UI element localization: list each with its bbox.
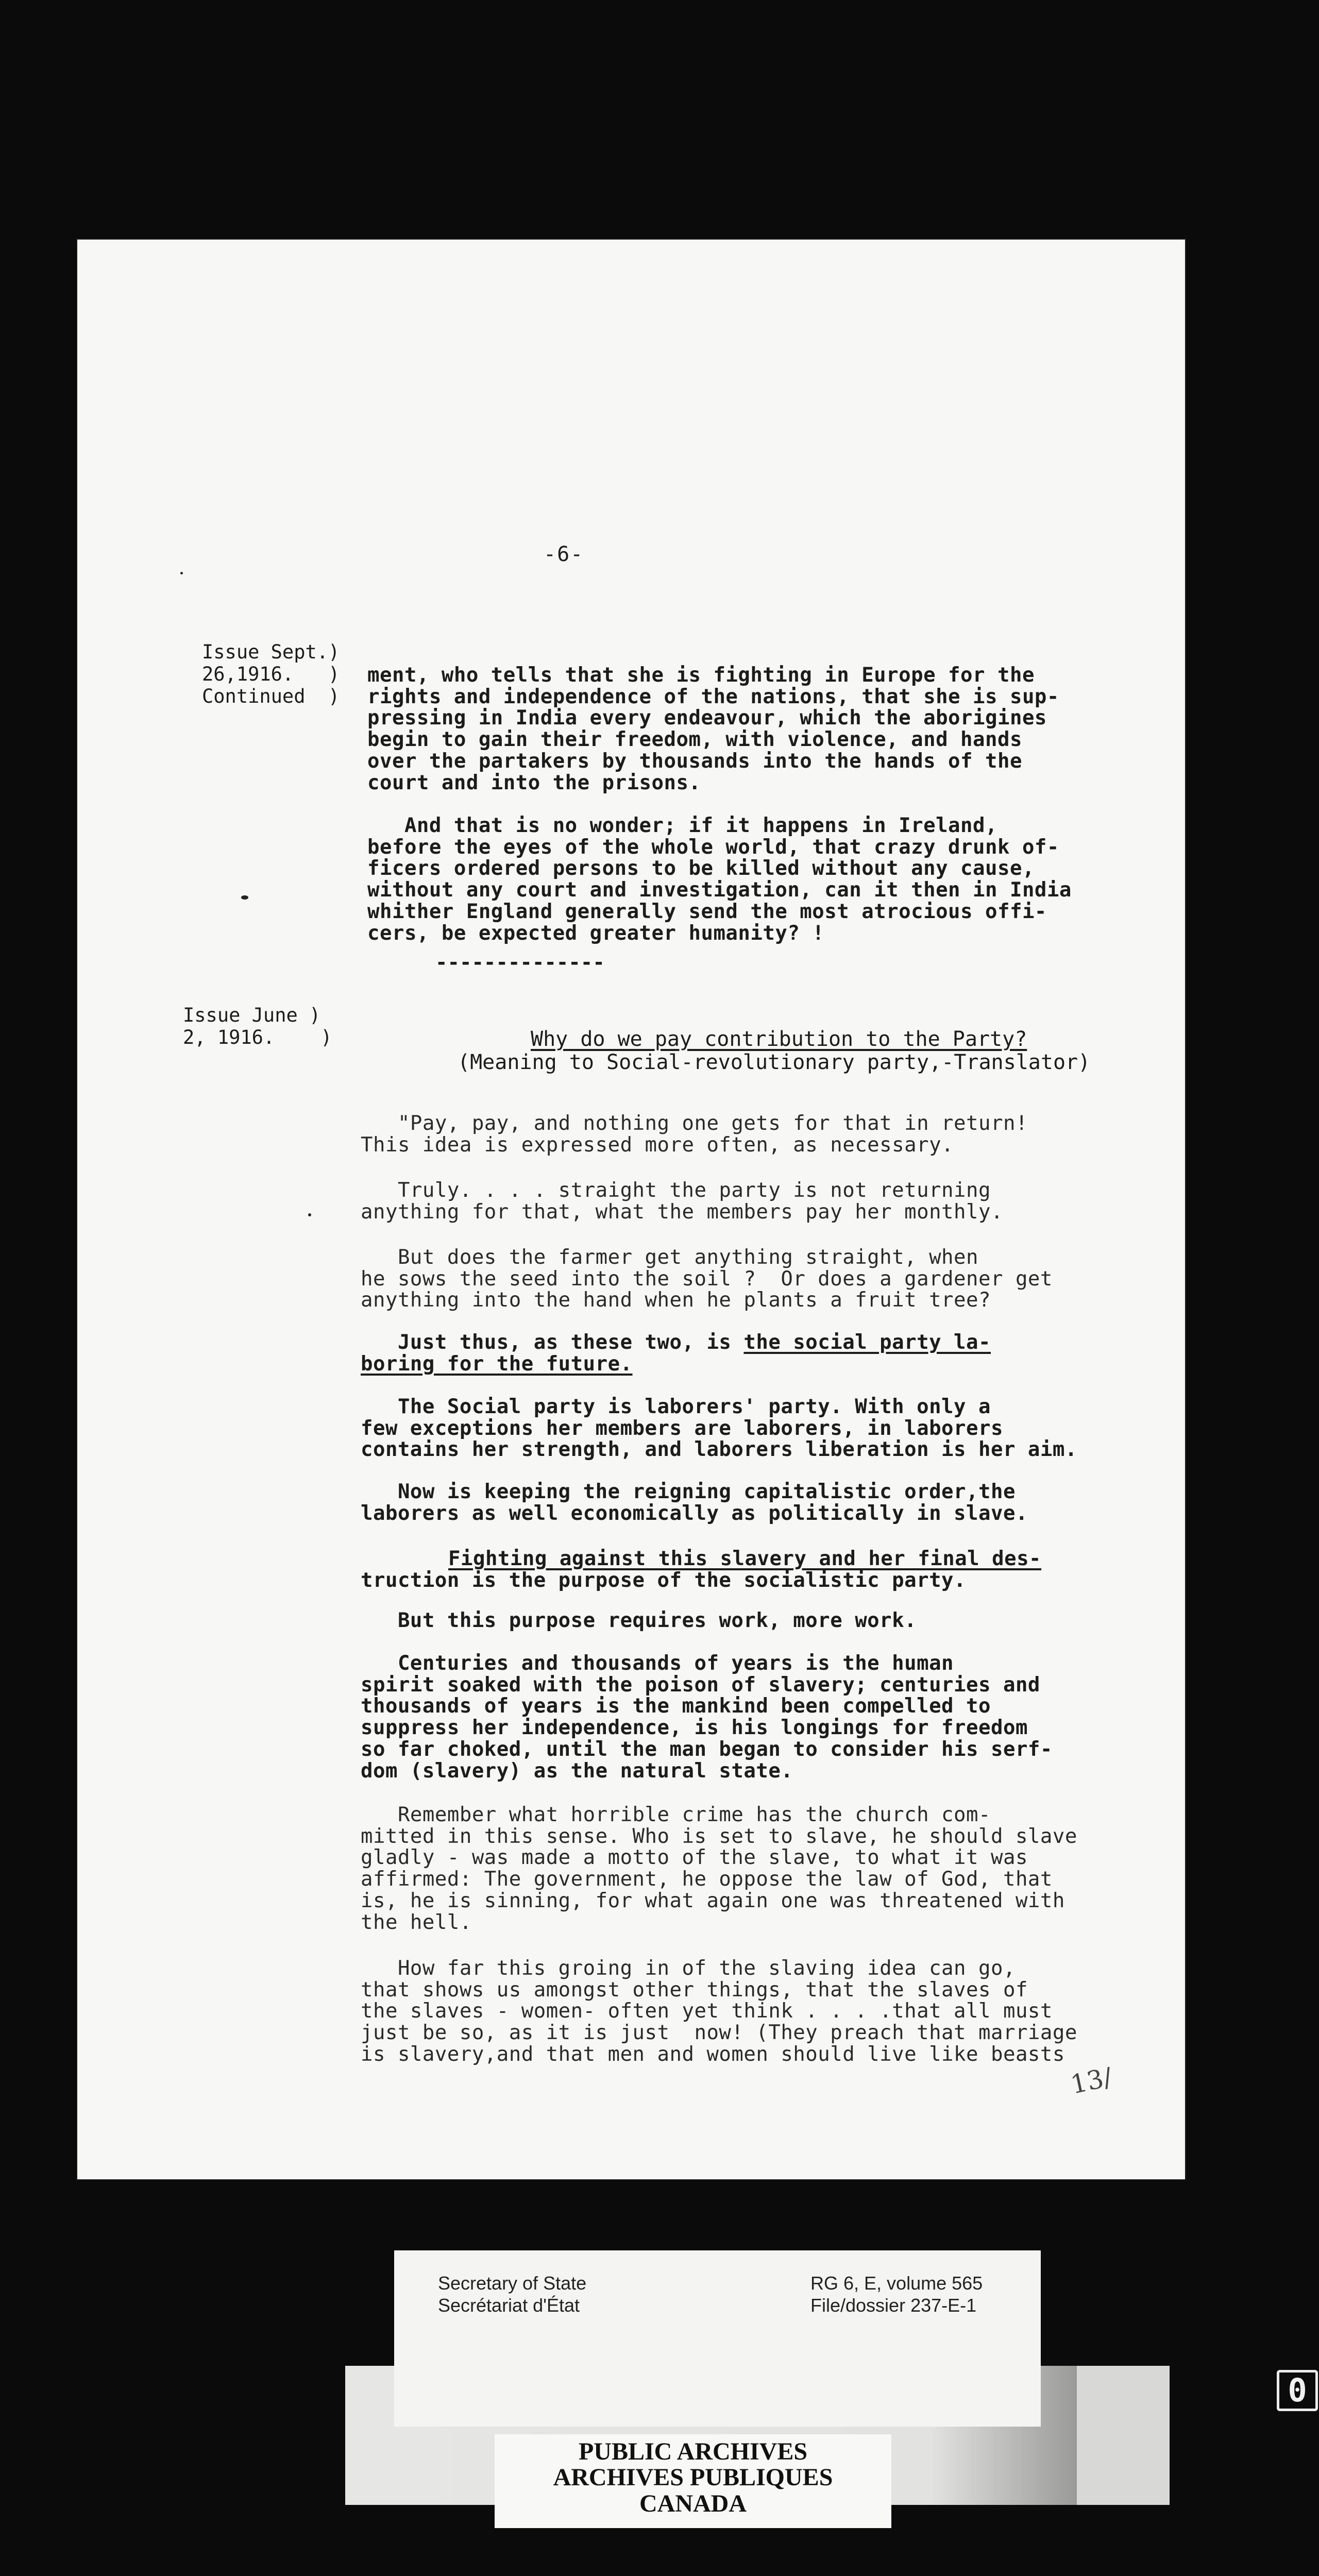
ink-speck [241, 895, 248, 900]
handwritten-folio-mark: 13/ [1068, 2062, 1115, 2100]
article-paragraph-4: Just thus, as these two, is the social party la- boring for the future. [361, 1331, 991, 1376]
article-subtitle: (Meaning to Social-revolutionary party,-Translator) [458, 1050, 1091, 1074]
article-title: Why do we pay contribution to the Party? [531, 1027, 1027, 1051]
article-paragraph-11: How far this groing in of the slaving idea can go, that shows us amongst other things, that the slaves of the slaves - women- often yet think . . . .that all must just be so, as it is just now! (They preach that marriage is slavery,and that men and women should live like beasts [361, 1957, 1077, 2066]
article-paragraph-8: But this purpose requires work, more work. [361, 1609, 917, 1632]
section1-paragraph-2: And that is no wonder; if it happens in Ireland, before the eyes of the whole world, that crazy drunk of- ficers ordered persons to be killed without any cause, without any court and investigation, can it then in India whither England generally send the most atrocious offi- cers, be expected greater humanity? ! [367, 814, 1072, 945]
margin-note-june: Issue June ) 2, 1916. ) [183, 1004, 332, 1048]
section1-paragraph-1: ment, who tells that she is fighting in Europe for the rights and independence of the nations, that she is sup- pressing in India every endeavour, which the aborigines begin to gain their freedom, with violence, and hands over the partakers by thousands into the hands of the court and into the prisons. [367, 664, 1059, 794]
article-paragraph-3: But does the farmer get anything straight, when he sows the seed into the soil ? Or does a gardener get anything into the hand when he plants a fruit tree? [361, 1246, 1053, 1312]
section-divider: -------------- [435, 951, 605, 974]
archives-stamp: PUBLIC ARCHIVES ARCHIVES PUBLIQUES CANADA [553, 2438, 833, 2517]
fonds-label: Secretary of State Secrétariat d'État [438, 2273, 587, 2316]
article-paragraph-10: Remember what horrible crime has the church com- mitted in this sense. Who is set to slave, he should slave gladly - was made a motto of the slave, to what it was affirmed: The government, he oppose the law of God, that is, he is sinning, for what again one was threatened with the hell. [361, 1803, 1077, 1934]
ink-speck [180, 572, 183, 574]
page-number: -6- [544, 543, 584, 566]
article-paragraph-6: Now is keeping the reigning capitalistic order,the laborers as well economically as politically in slave. [361, 1480, 1028, 1525]
article-paragraph-7: Fighting against this slavery and her final des- truction is the purpose of the socialistic party. [361, 1547, 1042, 1592]
article-paragraph-2: Truly. . . . straight the party is not returning anything for that, what the members pay her monthly. [361, 1179, 1003, 1224]
margin-note-sept: Issue Sept.) 26,1916. ) Continued ) [202, 641, 340, 707]
ink-speck [308, 1213, 311, 1216]
reference-number: RG 6, E, volume 565 File/dossier 237-E-1 [810, 2273, 983, 2316]
article-paragraph-5: The Social party is laborers' party. With only a few exceptions her members are laborers, in laborers contains her strength, and laborers liberation is her aim. [361, 1395, 1077, 1462]
article-paragraph-1: "Pay, pay, and nothing one gets for that in return! This idea is expressed more often, as necessary. [361, 1112, 1028, 1157]
article-paragraph-9: Centuries and thousands of years is the human spirit soaked with the poison of slavery; centuries and thousands of years is the mankind been compelled to suppress her independence, is his longings for freedom so far choked, until the man began to consider his serf- dom (slavery) as the natural state. [361, 1652, 1053, 1783]
frame-number: 0 [1277, 2370, 1318, 2411]
